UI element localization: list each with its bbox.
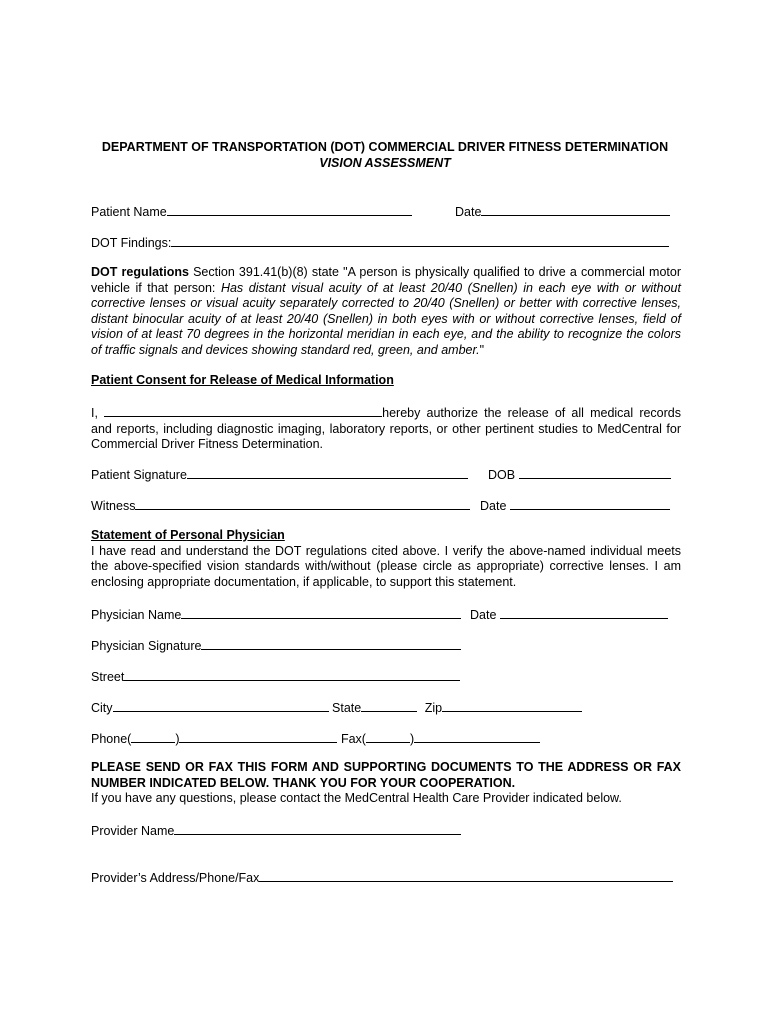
physician-name-field [91, 606, 461, 624]
patient-name-label: Patient Name [91, 205, 167, 219]
physician-date-line[interactable] [500, 606, 668, 619]
instructions-text: If you have any questions, please contact the MedCentral Health Care Provider indicated below. [91, 791, 622, 805]
fax-area-code-line[interactable] [366, 730, 410, 743]
consent-prefix: I, [91, 406, 105, 420]
city-state-zip-row [91, 699, 582, 717]
physician-statement [91, 528, 681, 590]
consent-name-line[interactable] [104, 404, 382, 417]
instructions [91, 760, 681, 807]
witness-date-field [480, 497, 670, 515]
dob-label: DOB [488, 468, 516, 482]
phone-label: Phone( [91, 732, 132, 746]
street-field [91, 668, 460, 686]
consent-text: hereby authorize the release of all medical records and reports, including diagnostic imaging, laboratory reports, or other pertinent studies to MedCentral for Commercial Driver Fitness Determination. [91, 406, 682, 451]
city-label: City [91, 701, 113, 715]
provider-address-line[interactable] [259, 869, 673, 882]
witness-label: Witness [91, 499, 136, 513]
instructions-bold: PLEASE SEND OR FAX THIS FORM AND SUPPORTING DOCUMENTS TO THE ADDRESS OR FAX NUMBER INDICATED BELOW. THANK YOU FOR YOUR COOPERATION. [91, 760, 681, 790]
state-label: State [332, 701, 362, 715]
fax-label: Fax( [340, 732, 366, 746]
street-line[interactable] [124, 668, 460, 681]
dot-findings-line[interactable] [171, 234, 669, 247]
phone-close-paren: ) [175, 732, 180, 746]
witness-date-label: Date [480, 499, 507, 513]
state-line[interactable] [361, 699, 417, 712]
witness-field [91, 497, 470, 515]
street-label: Street [91, 670, 125, 684]
dob-field [488, 466, 671, 484]
physician-name-label: Physician Name [91, 608, 182, 622]
provider-name-label: Provider Name [91, 824, 175, 838]
provider-name-field [91, 822, 461, 840]
dob-line[interactable] [519, 466, 671, 479]
phone-number-line[interactable] [179, 730, 337, 743]
provider-address-field [91, 869, 673, 887]
regulations-closing: " [479, 342, 485, 357]
physician-signature-label: Physician Signature [91, 639, 202, 653]
consent-paragraph [91, 404, 681, 453]
consent-heading: Patient Consent for Release of Medical Information [91, 373, 394, 387]
city-line[interactable] [113, 699, 329, 712]
patient-name-field [91, 203, 412, 221]
physician-date-label: Date [470, 608, 497, 622]
date-label: Date [455, 205, 482, 219]
witness-date-line[interactable] [510, 497, 670, 510]
zip-label: Zip [424, 701, 443, 715]
fax-close-paren: ) [409, 732, 415, 746]
dot-regulations-paragraph [91, 265, 681, 358]
zip-line[interactable] [442, 699, 582, 712]
physician-name-line[interactable] [181, 606, 461, 619]
patient-signature-line[interactable] [187, 466, 468, 479]
regulations-quote: Has distant visual acuity of at least 20/40 (Snellen) in each eye with or without corrective lenses or visual acuity separately corrected to 20/40 (Snellen) or better with corrective lenses, distant binocular acuity of at least 20/40 (Snellen) in both eyes with or without corrective lenses, field of vision of at least 70 degrees in the horizontal meridian in each eye, and the ability to recognize the colors of traffic signals and devices showing standard red, green, and amber. [91, 280, 681, 357]
dot-findings-field [91, 234, 669, 252]
regulations-label: DOT regulations [91, 265, 189, 279]
physician-date-field [470, 606, 668, 624]
patient-signature-label: Patient Signature [91, 468, 187, 482]
regulations-intro: Section 391.41(b)(8) state "A person is physically qualified to drive a commercial motor vehicle if that person: [91, 265, 681, 295]
physician-statement-heading: Statement of Personal Physician [91, 528, 285, 542]
provider-name-line[interactable] [174, 822, 461, 835]
witness-line[interactable] [135, 497, 470, 510]
form-subtitle: VISION ASSESSMENT [319, 156, 451, 170]
patient-name-line[interactable] [167, 203, 412, 216]
form-title: DEPARTMENT OF TRANSPORTATION (DOT) COMMERCIAL DRIVER FITNESS DETERMINATION [101, 140, 669, 154]
patient-signature-field [91, 466, 468, 484]
phone-area-code-line[interactable] [131, 730, 175, 743]
provider-address-label: Provider’s Address/Phone/Fax [91, 871, 260, 885]
date-field [455, 203, 670, 221]
physician-signature-field [91, 637, 461, 655]
physician-statement-text: I have read and understand the DOT regulations cited above. I verify the above-named individual meets the above-specified vision standards with/without (please circle as appropriate) corrective lenses. I am enclosing appropriate documentation, if applicable, to support this statement. [91, 543, 681, 589]
phone-fax-row [91, 730, 540, 748]
fax-number-line[interactable] [414, 730, 540, 743]
physician-signature-line[interactable] [201, 637, 461, 650]
dot-findings-label: DOT Findings: [91, 236, 172, 250]
date-line[interactable] [481, 203, 670, 216]
